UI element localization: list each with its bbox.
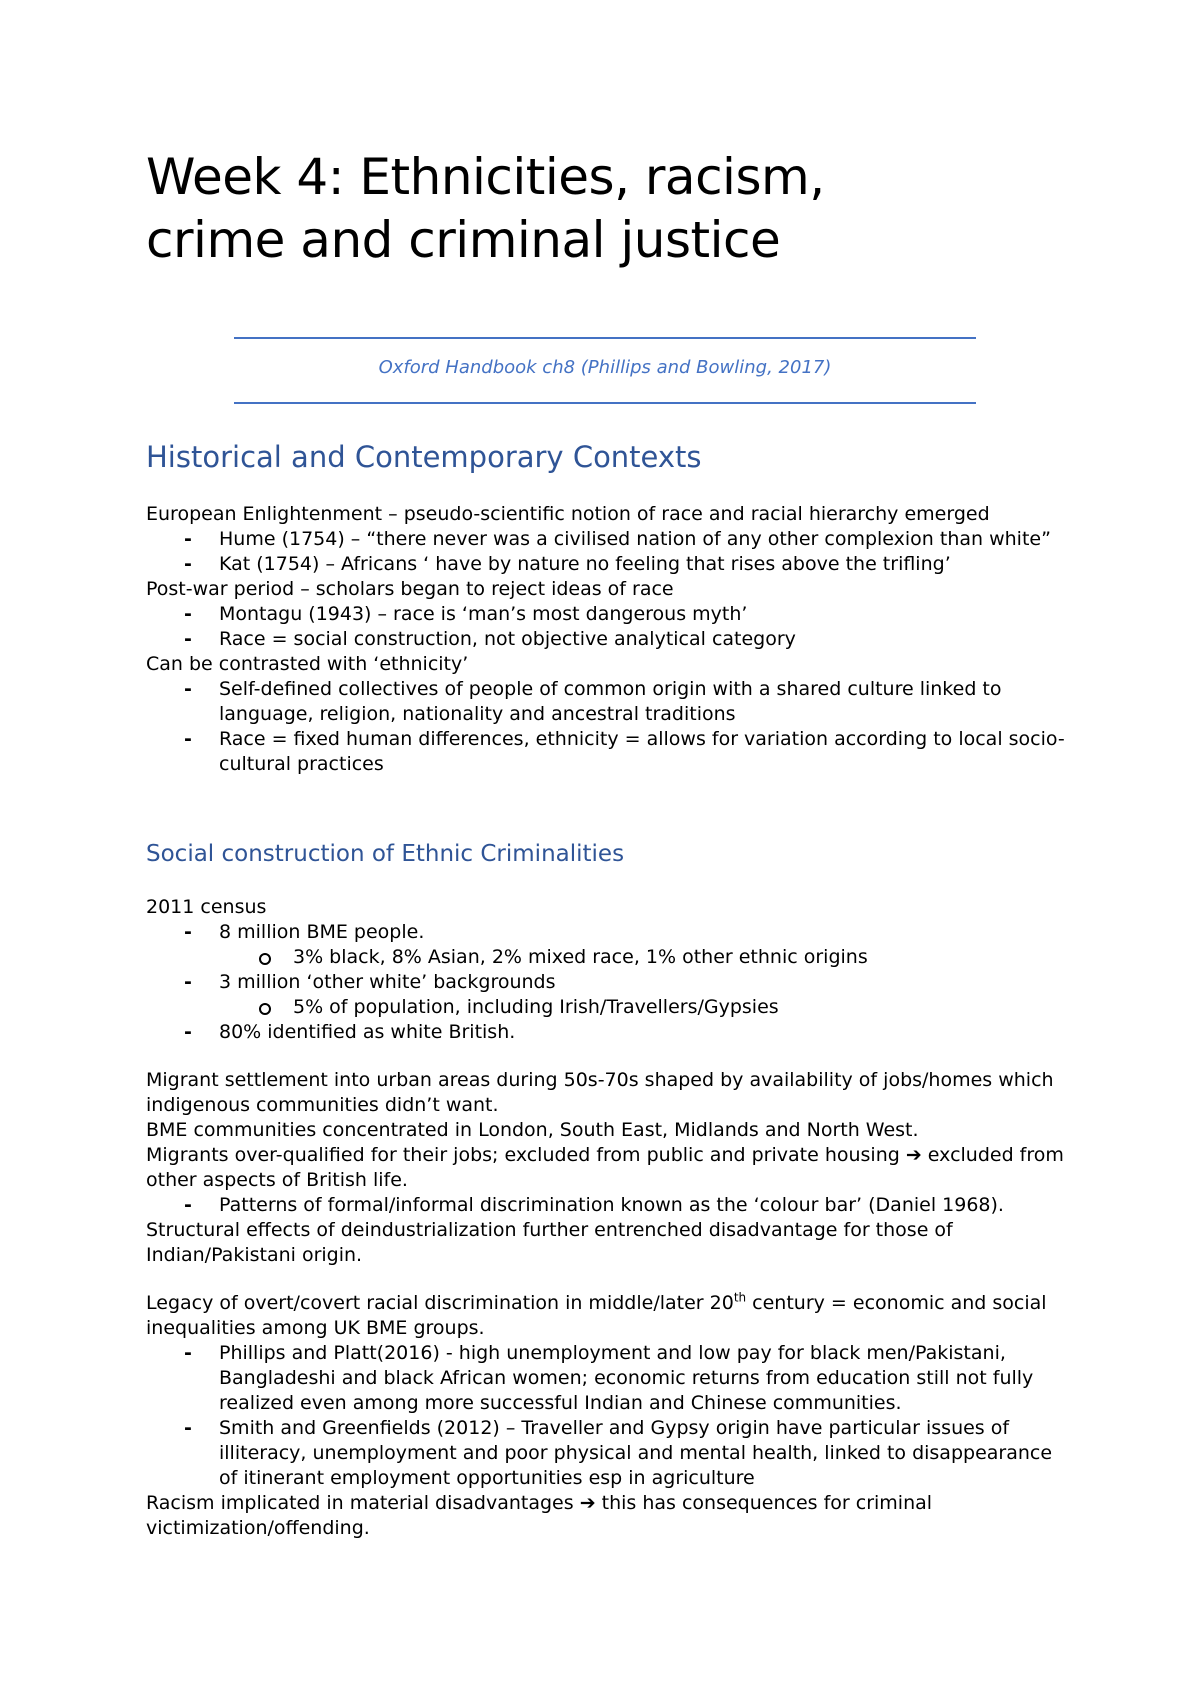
sub-list-item-text: 3% black, 8% Asian, 2% mixed race, 1% other ethnic origins — [293, 946, 868, 968]
document-title — [146, 146, 825, 272]
paragraph: Racism implicated in material disadvantages ➔ this has consequences for criminal victimization/offending. — [146, 1492, 933, 1539]
paragraph: Post-war period – scholars began to reject ideas of race — [146, 578, 674, 600]
list-item: - 3 million ‘other white’ backgrounds — [146, 970, 1066, 995]
paragraph: Migrant settlement into urban areas during 50s-70s shaped by availability of jobs/homes which indigenous communities didn’t want. — [146, 1069, 1054, 1116]
paragraph: Can be contrasted with ‘ethnicity’ — [146, 653, 469, 675]
list-item: - 8 million BME people. — [146, 920, 1066, 945]
sub-list-item — [146, 995, 1066, 1020]
title-line-2: crime and criminal justice — [146, 211, 781, 269]
paragraph: Migrants over-qualified for their jobs; excluded from public and private housing ➔ excluded from other aspects of British life. — [146, 1144, 1064, 1191]
paragraph: BME communities concentrated in London, South East, Midlands and North West. — [146, 1119, 919, 1141]
list-item: - Montagu (1943) – race is ‘man’s most dangerous myth’ — [146, 602, 1066, 627]
list-item: - Smith and Greenfields (2012) – Traveller and Gypsy origin have particular issues of illiteracy, unemployment and poor physical and mental health, linked to disappearance of itinerant employment opportunities esp in agriculture — [146, 1416, 1066, 1491]
heading-social-construction: Social construction of Ethnic Criminalities — [146, 841, 625, 867]
section-census-body — [146, 895, 1066, 1541]
paragraph: 2011 census — [146, 896, 267, 918]
section-historical-body — [146, 502, 1066, 777]
superscript: th — [733, 1290, 747, 1305]
circle-bullet-icon — [259, 953, 271, 965]
paragraph: Structural effects of deindustrialization further entrenched disadvantage for those of Indian/Pakistani origin. — [146, 1219, 953, 1266]
list-item: - Hume (1754) – “there never was a civilised nation of any other complexion than white” — [146, 527, 1066, 552]
sub-list-item-text: 5% of population, including Irish/Travellers/Gypsies — [293, 996, 779, 1018]
heading-historical-contexts: Historical and Contemporary Contexts — [146, 440, 702, 474]
list-item: - Kat (1754) – Africans ‘ have by nature no feeling that rises above the trifling’ — [146, 552, 1066, 577]
paragraph: European Enlightenment – pseudo-scientific notion of race and racial hierarchy emerged — [146, 503, 990, 525]
list-item: - Race = fixed human differences, ethnicity = allows for variation according to local socio-cultural practices — [146, 727, 1066, 777]
paragraph — [146, 1291, 1066, 1341]
list-item: - 80% identified as white British. — [146, 1020, 1066, 1045]
list-item: - Self-defined collectives of people of common origin with a shared culture linked to language, religion, nationality and ancestral traditions — [146, 677, 1066, 727]
list-item: - Race = social construction, not objective analytical category — [146, 627, 1066, 652]
list-item: - Patterns of formal/informal discrimination known as the ‘colour bar’ (Daniel 1968). — [146, 1193, 1066, 1218]
title-line-1: Week 4: Ethnicities, racism, — [146, 148, 825, 206]
subtitle: Oxford Handbook ch8 (Phillips and Bowling, 2017) — [378, 357, 832, 378]
text-run: Legacy of overt/covert racial discrimination in middle/later 20 — [146, 1292, 734, 1314]
top-rule — [234, 337, 976, 339]
list-item: - Phillips and Platt(2016) - high unemployment and low pay for black men/Pakistani, Bangladeshi and black African women; economic returns from education still not fully realized even among more successful Indian and Chinese communities. — [146, 1341, 1066, 1416]
circle-bullet-icon — [259, 1003, 271, 1015]
text-run: century = economic and social inequalities among UK BME groups. — [146, 1292, 1047, 1339]
sub-list-item — [146, 945, 1066, 970]
bottom-rule — [234, 402, 976, 404]
